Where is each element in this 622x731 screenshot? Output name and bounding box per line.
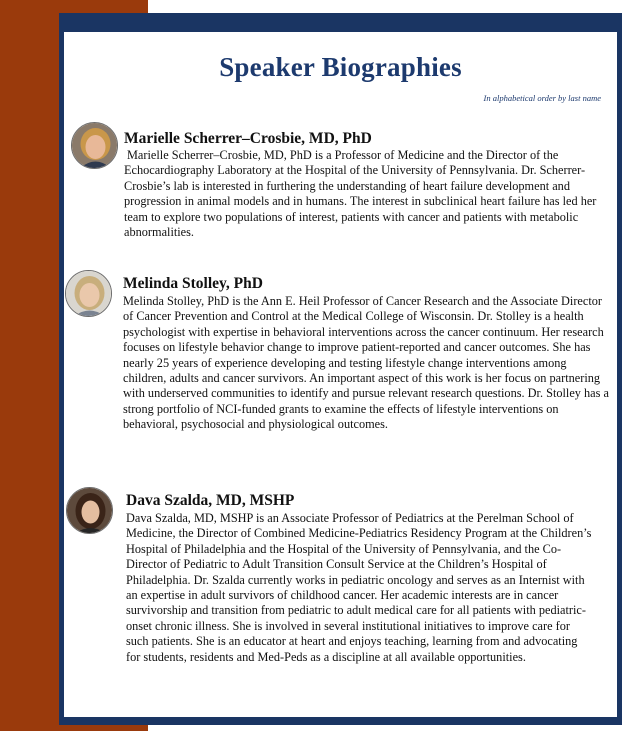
speaker-bio: Marielle Scherrer–Crosbie, MD, PhD is a Professor of Medicine and the Director of the Echocardiography Laboratory at the Hospital of the University of Pennsylvania. Dr. Scherrer-Crosbie’s lab is interested in furthering the understanding of heart failure development and progression in animal models and in humans. The interest in subclinical heart failure has led her team to explore two populations of interest, patients with cancer and patients with metabolic abnormalities. [124,148,597,240]
speaker-name: Melinda Stolley, PhD [123,275,263,292]
speaker-photo-stolley [65,270,112,317]
content-frame [59,13,622,725]
speaker-name: Marielle Scherrer–Crosbie, MD, PhD [124,130,372,147]
speaker-name: Dava Szalda, MD, MSHP [126,492,295,509]
speaker-bio: Dava Szalda, MD, MSHP is an Associate Professor of Pediatrics at the Perelman School of Medicine, the Director of Combined Medicine-Pediatrics Residency Program at the Children’s Hospital of Philadelphia and the Hospital of the University of Pennsylvania, and the Co-Director of Pediatric to Adult Transition Consult Service at the Children’s Hospital of Philadelphia. Dr. Szalda currently works in pediatric oncology and serves as an Internist with an expertise in adult survivors of childhood cancer. Her academic interests are in cancer survivorship and transition from pediatric to adult medical care for all patients with pediatric-onset chronic illness. She is involved in several institutional initiatives to improve care for such patients. She is an educator at heart and enjoys teaching, learning from and advocating for students, residents and Med-Peds as a discipline at all available opportunities. [126,511,592,664]
page-title: Speaker Biographies [219,52,462,82]
speaker-photo-scherrer-crosbie [71,122,118,169]
content-panel [64,32,617,717]
speaker-photo-szalda [66,487,113,534]
order-note: In alphabetical order by last name [483,93,601,103]
speaker-bio: Melinda Stolley, PhD is the Ann E. Heil Professor of Cancer Research and the Associate Director of Cancer Prevention and Control at the Medical College of Wisconsin. Dr. Stolley is a health psychologist with expertise in behavioral interventions across the cancer continuum. Her research focuses on lifestyle behavior change to improve patient-reported and cancer outcomes. She has nearly 25 years of experience developing and testing lifestyle change interventions among children, adults and cancer survivors. An important aspect of this work is her focus on partnering with underserved communities to identify and pursue relevant research questions. Dr. Stolley has a strong portfolio of NCI-funded grants to examine the effects of lifestyle interventions on behavioral, psychosocial and physiological outcomes. [123,294,609,432]
